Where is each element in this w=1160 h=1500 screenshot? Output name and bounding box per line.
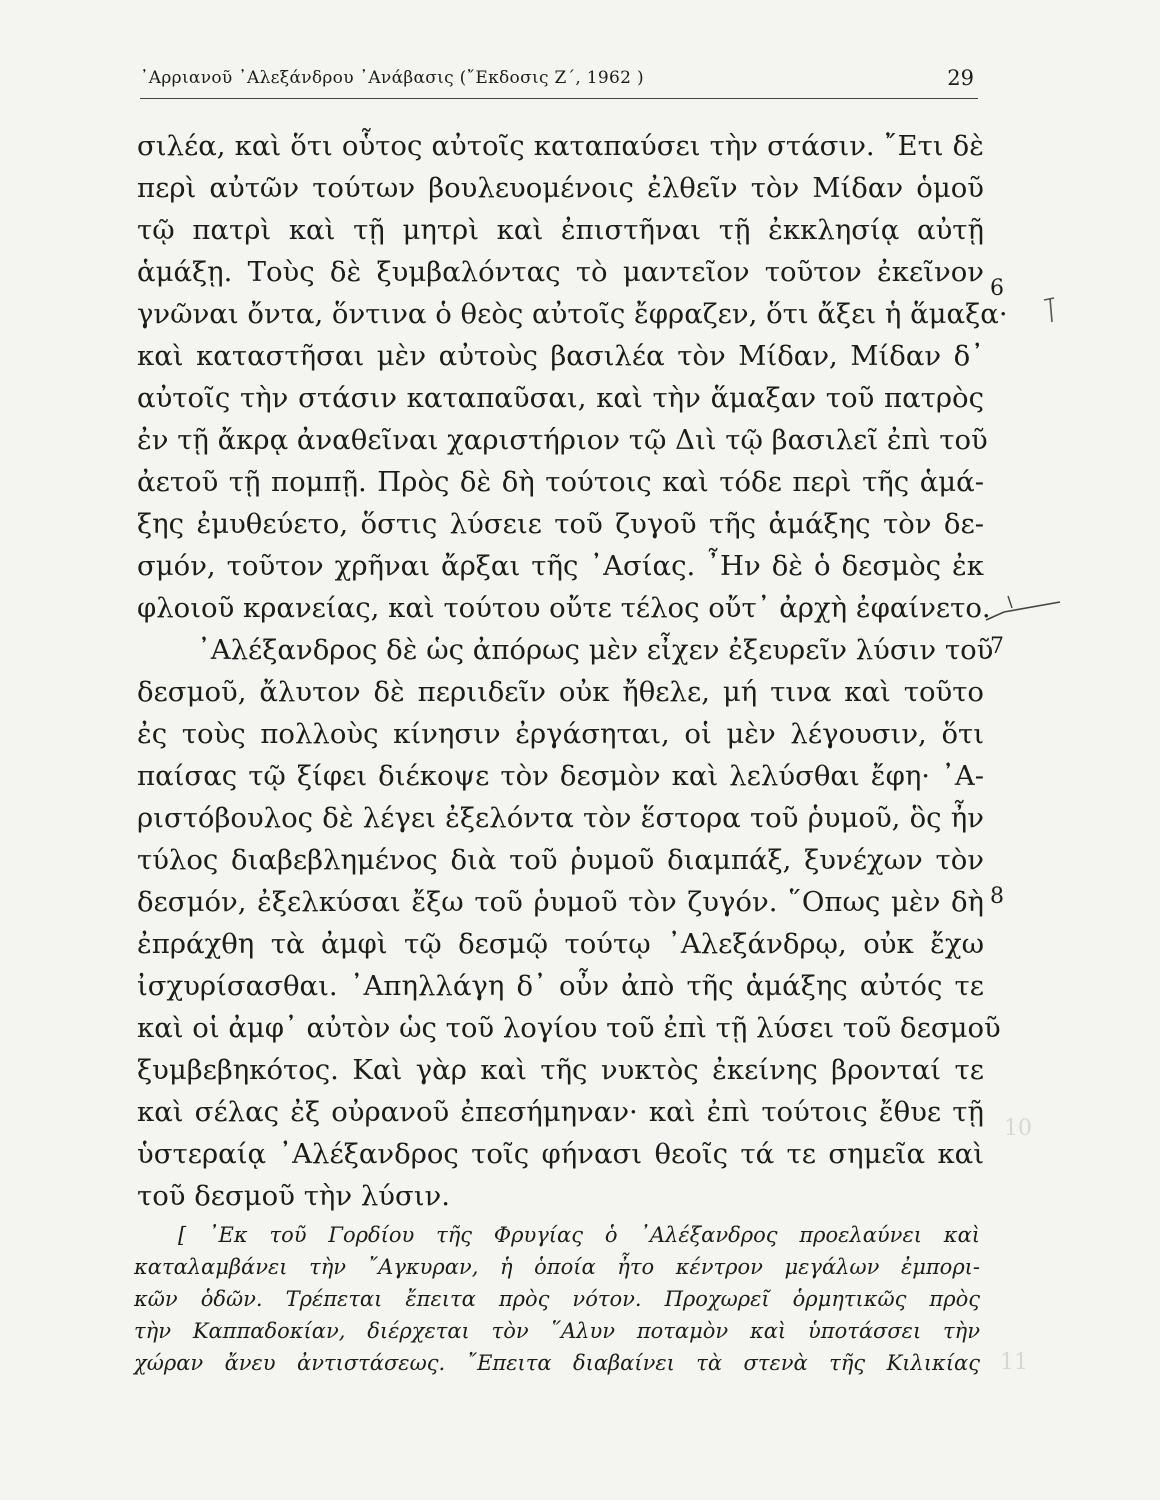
pencil-tick-mark [1040, 292, 1070, 332]
text-line: σιλέα, καὶ ὅτι οὗτος αὐτοῖς καταπαύσει τὴν στάσιν. ῎Ετι δὲ [137, 130, 984, 162]
summary-line: [ ᾽Εκ τοῦ Γορδίου τῆς Φρυγίας ὁ ᾽Αλέξανδρος προελαύνει καὶ [178, 1223, 980, 1247]
text-line: σμόν, τοῦτον χρῆναι ἄρξαι τῆς ᾽Ασίας. ῏Ην δὲ ὁ δεσμὸς ἐκ [137, 550, 984, 582]
text-line: καὶ οἱ ἀμφ᾽ αὐτὸν ὡς τοῦ λογίου τοῦ ἐπὶ τῇ λύσει τοῦ δεσμοῦ [137, 1012, 1001, 1044]
text-line: φλοιοῦ κρανείας, καὶ τούτου οὔτε τέλος οὔτ᾽ ἀρχὴ ἐφαίνετο. [137, 592, 991, 624]
text-line: παίσας τῷ ξίφει διέκοψε τὸν δεσμὸν καὶ λελύσθαι ἔφη· ᾽Α- [137, 760, 984, 792]
bleed-through-number: 10 [1004, 1116, 1032, 1141]
summary-line: καταλαμβάνει τὴν ῎Αγκυραν, ἡ ὁποία ἦτο κέντρον μεγάλων ἐμπορι- [134, 1255, 980, 1279]
page-number: 29 [947, 66, 974, 90]
section-number: 8 [990, 884, 1004, 909]
running-head [140, 64, 978, 99]
text-line: αὐτοῖς τὴν στάσιν καταπαῦσαι, καὶ τὴν ἅμαξαν τοῦ πατρὸς [137, 382, 984, 414]
text-line: ριστόβουλος δὲ λέγει ἐξελόντα τὸν ἕστορα τοῦ ῥυμοῦ, ὃς ἦν [137, 802, 984, 834]
bleed-through-number: 11 [1000, 1350, 1028, 1375]
text-line: ἁμάξῃ. Τοὺς δὲ ξυμβαλόντας τὸ μαντεῖον τοῦτον ἐκεῖνον [137, 256, 984, 288]
text-line: ἀετοῦ τῇ πομπῇ. Πρὸς δὲ δὴ τούτοις καὶ τόδε περὶ τῆς ἁμά- [137, 466, 984, 498]
section-number: 7 [990, 634, 1004, 659]
text-line: γνῶναι ὄντα, ὅντινα ὁ θεὸς αὐτοῖς ἔφραζεν, ὅτι ἄξει ἡ ἅμαξα· [137, 298, 1008, 330]
text-line: ᾽Αλέξανδρος δὲ ὡς ἀπόρως μὲν εἶχεν ἐξευρεῖν λύσιν τοῦ [197, 634, 994, 666]
text-line: ἐν τῇ ἄκρᾳ ἀναθεῖναι χαριστήριον τῷ Διὶ τῷ βασιλεῖ ἐπὶ τοῦ [137, 424, 988, 456]
text-line: καὶ σέλας ἐξ οὐρανοῦ ἐπεσήμηναν· καὶ ἐπὶ τούτοις ἔθυε τῇ [137, 1096, 984, 1128]
summary-line: κῶν ὁδῶν. Τρέπεται ἔπειτα πρὸς νότον. Προχωρεῖ ὁρμητικῶς πρὸς [134, 1287, 980, 1311]
text-line: καὶ καταστῆσαι μὲν αὐτοὺς βασιλέα τὸν Μίδαν, Μίδαν δ᾽ [137, 340, 984, 372]
text-line: ξης ἐμυθεύετο, ὅστις λύσειε τοῦ ζυγοῦ τῆς ἁμάξης τὸν δε- [137, 508, 984, 540]
text-line: ὑστεραίᾳ ᾽Αλέξανδρος τοῖς φήνασι θεοῖς τά τε σημεῖα καὶ [137, 1138, 984, 1170]
text-line: τύλος διαβεβλημένος διὰ τοῦ ῥυμοῦ διαμπάξ, ξυνέχων τὸν [137, 844, 984, 876]
text-line: δεσμόν, ἐξελκύσαι ἔξω τοῦ ῥυμοῦ τὸν ζυγόν. ῞Οπως μὲν δὴ [137, 886, 984, 918]
text-line: ἐς τοὺς πολλοὺς κίνησιν ἐργάσηται, οἱ μὲν λέγουσιν, ὅτι [137, 718, 984, 750]
summary-line: χώραν ἄνευ ἀντιστάσεως. ῎Επειτα διαβαίνει τὰ στενὰ τῆς Κιλικίας [134, 1351, 980, 1375]
text-line: τῷ πατρὶ καὶ τῇ μητρὶ καὶ ἐπιστῆναι τῇ ἐκκλησίᾳ αὐτῇ [137, 214, 984, 246]
running-title: ᾽Αρριανοῦ ᾽Αλεξάνδρου ᾽Ανάβασις (῎Εκδοσις Ζ΄, 1962 ) [140, 68, 644, 88]
text-line: δεσμοῦ, ἄλυτον δὲ περιιδεῖν οὐκ ἤθελε, μή τινα καὶ τοῦτο [137, 676, 984, 708]
pencil-stroke-mark [984, 590, 1064, 630]
section-number: 6 [990, 276, 1004, 301]
text-line: ἐπράχθη τὰ ἀμφὶ τῷ δεσμῷ τούτῳ ᾽Αλεξάνδρῳ, οὐκ ἔχω [137, 928, 984, 960]
text-line: περὶ αὐτῶν τούτων βουλευομένοις ἐλθεῖν τὸν Μίδαν ὁμοῦ [137, 172, 984, 204]
summary-line: τὴν Καππαδοκίαν, διέρχεται τὸν ῞Αλυν ποταμὸν καὶ ὑποτάσσει τὴν [134, 1319, 980, 1343]
text-line: ἰσχυρίσασθαι. ᾽Απηλλάγη δ᾽ οὖν ἀπὸ τῆς ἁμάξης αὐτός τε [137, 970, 984, 1002]
text-line: τοῦ δεσμοῦ τὴν λύσιν. [137, 1180, 451, 1212]
text-line: ξυμβεβηκότος. Καὶ γὰρ καὶ τῆς νυκτὸς ἐκείνης βρονταί τε [137, 1054, 984, 1086]
